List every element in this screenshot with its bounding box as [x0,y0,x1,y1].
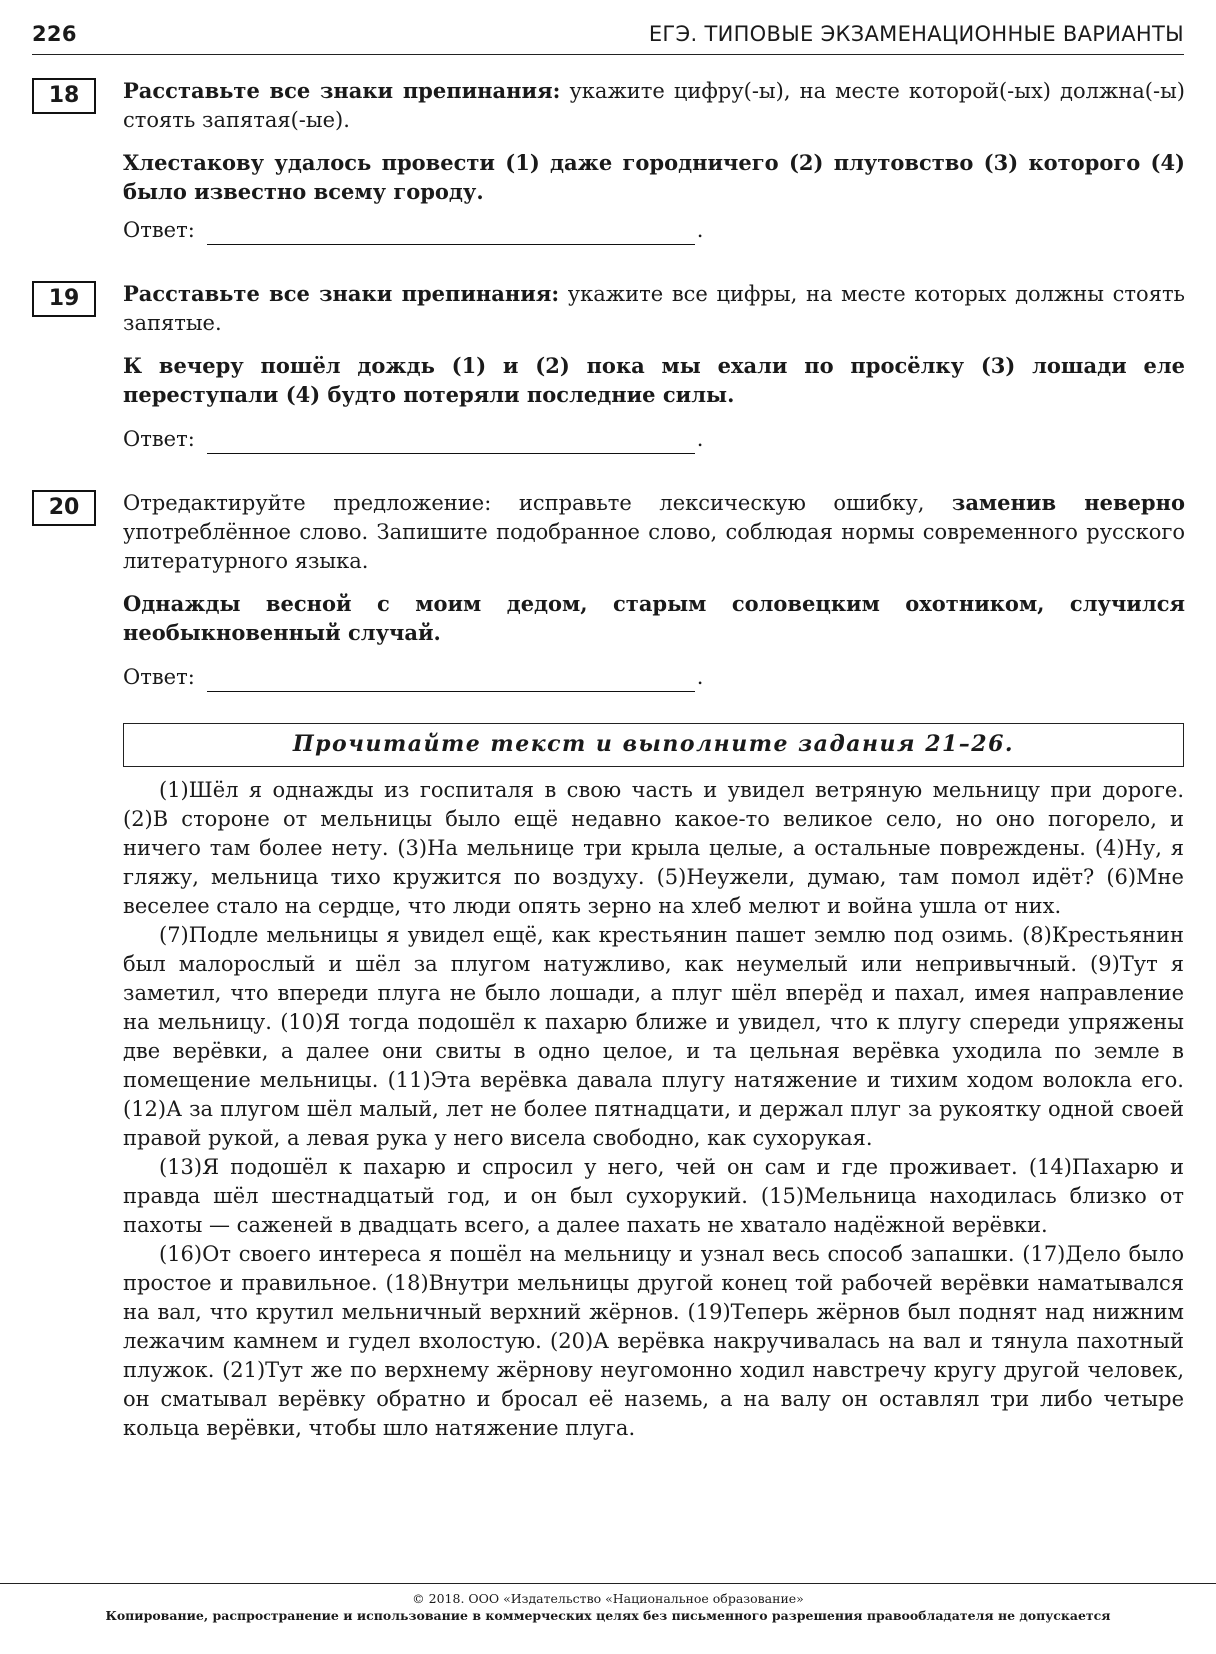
answer-row: Ответ: . [123,216,1185,245]
task-20 [32,488,1184,692]
answer-label: Ответ: [123,665,195,689]
task-instruction: Отредактируйте предложение: исправьте лексическую ошибку, заменив неверно употреблённое слово. Запишите подобранное слово, соблюдая нормы современного русского литературного языка. [123,490,1185,573]
text-paragraph: (1)Шёл я однажды из госпиталя в свою часть и увидел ветряную мельницу при дороге. (2)В стороне от мельницы было ещё недавно какое-то великое село, но оно погорело, и ничего там более нету. (3)На мельнице три крыла целые, а остальные повреждены. (4)Ну, я гляжу, мельница тихо кружится по воздуху. (5)Неужели, думаю, там помол идёт? (6)Мне веселее стало на сердце, что люди опять зерно на хлеб мелют и война ушла от них. [123,778,1184,918]
task-sentence: Однажды весной с моим дедом, старым соловецким охотником, случился необыкновенный случай. [123,591,1185,645]
task-number-box: 18 [32,78,96,114]
text-paragraph: (13)Я подошёл к пахарю и спросил у него, чей он сам и где проживает. (14)Пахарю и правда шёл шестнадцатый год, и он был сухорукий. (15)Мельница находилась близко от пахоты — саженей в двадцать всего, а далее пахать не хватало надёжной верёвки. [123,1155,1184,1237]
copyright-line: © 2018. ООО «Издательство «Национальное образование» [412,1591,804,1606]
text-paragraph: (16)От своего интереса я пошёл на мельницу и узнал весь способ запашки. (17)Дело было простое и правильное. (18)Внутри мельницы другой конец той рабочей верёвки наматывался на вал, что крутил мельничный верхний жёрнов. (19)Теперь жёрнов был поднят над нижним лежачим камнем и гудел вхолостую. (20)А верёвка накручивалась на вал и тянула пахотный плужок. (21)Тут же по верхнему жёрнову неугомонно ходил навстречу кругу другой человек, он сматывал верёвку обратно и бросал её наземь, а на валу он оставлял три либо четыре кольца верёвки, чтобы шло натяжение плуга. [123,1242,1184,1440]
footer-divider [0,1583,1216,1584]
answer-label: Ответ: [123,427,195,451]
answer-field[interactable] [207,671,695,692]
task-instruction: Расставьте все знаки препинания: укажите все цифры, на месте которых должны стоять запятые. [123,281,1185,335]
answer-field[interactable] [207,433,695,454]
task-instruction: Расставьте все знаки препинания: укажите цифру(-ы), на месте которой(-ых) должна(-ы) стоять запятая(-ые). [123,78,1186,132]
answer-row: Ответ: . [123,425,1185,454]
task-number-box: 20 [32,490,96,526]
text-paragraph: (7)Подле мельницы я увидел ещё, как крестьянин пашет землю под озимь. (8)Крестьянин был малорослый и шёл за плугом натужливо, как неумелый или непривычный. (9)Тут я заметил, что впереди плуга не было лошади, а плуг шёл вперёд и пахал, имея направление на мельницу. (10)Я тогда подошёл к пахарю ближе и увидел, что к плугу спереди упряжены две верёвки, а далее они свиты в одно целое, и та цельная верёвка уходила по земле в помещение мельницы. (11)Эта верёвка давала плугу натяжение и тихим ходом волокла его. (12)А за плугом шёл малый, лет не более пятнадцати, и держал плуг за рукоятку одной своей правой рукой, а левая рука у него висела свободно, как сухорукая. [123,923,1184,1150]
answer-label: Ответ: [123,218,195,242]
reading-text [123,776,1184,1443]
task-18 [32,76,1184,245]
header-divider [32,54,1184,55]
page-footer [0,1590,1216,1624]
page-number: 226 [32,22,77,46]
reading-instruction-banner: Прочитайте текст и выполните задания 21–26. [123,723,1184,767]
task-19 [32,279,1184,454]
task-sentence: К вечеру пошёл дождь (1) и (2) пока мы ехали по просёлку (3) лошади еле переступали (4) будто потеряли последние силы. [123,353,1185,407]
answer-field[interactable] [207,224,695,245]
running-title: ЕГЭ. ТИПОВЫЕ ЭКЗАМЕНАЦИОННЫЕ ВАРИАНТЫ [648,22,1184,46]
task-number-box: 19 [32,281,96,317]
task-sentence: Хлестакову удалось провести (1) даже городничего (2) плутовство (3) которого (4) было известно всему городу. [123,150,1185,204]
page-header [32,22,1184,46]
copyright-notice: Копирование, распространение и использование в коммерческих целях без письменного разрешения правообладателя не допускается [105,1608,1111,1623]
answer-row: Ответ: . [123,663,1185,692]
